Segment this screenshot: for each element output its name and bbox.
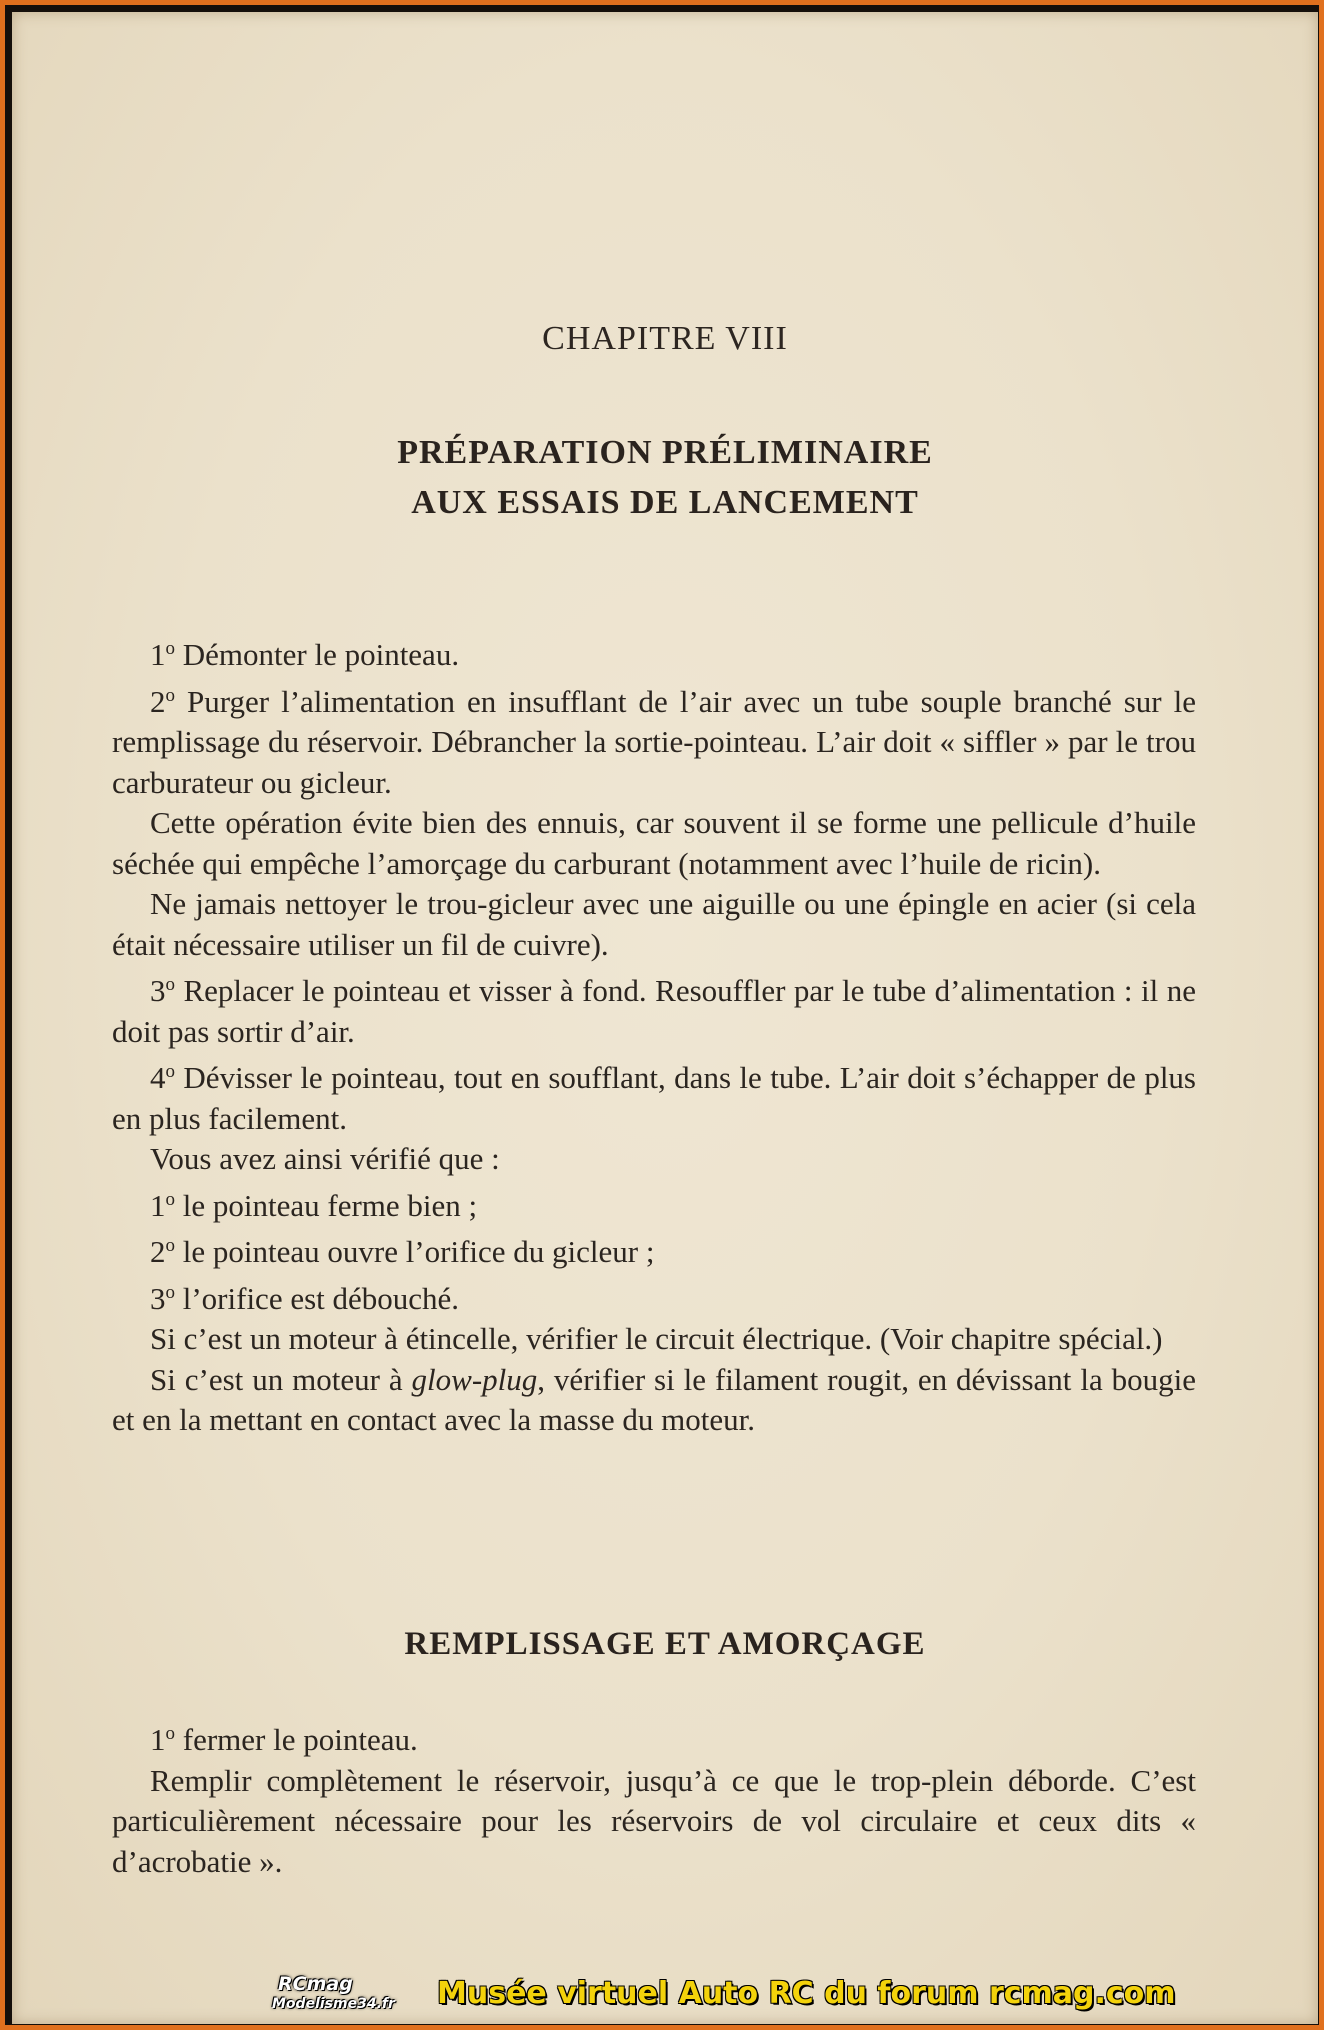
paragraph-text: le pointeau ouvre l’orifice du gicleur ;	[175, 1234, 655, 1269]
paragraph	[112, 1139, 1196, 1180]
ordinal-number: 1	[150, 1722, 166, 1757]
chapter-heading: CHAPITRE VIII	[542, 320, 788, 357]
ordinal-mark: o	[165, 1188, 175, 1210]
paragraph	[112, 1714, 1196, 1761]
paragraph	[112, 1226, 1196, 1273]
paragraph	[112, 1273, 1196, 1320]
ordinal-mark: o	[165, 1723, 175, 1744]
chapter-title	[12, 428, 1318, 528]
ordinal-number: 1	[150, 1187, 166, 1223]
ordinal-mark: o	[165, 1281, 175, 1303]
ordinal-mark: o	[165, 684, 175, 706]
ordinal-mark: o	[165, 638, 175, 659]
ordinal-mark: o	[165, 1235, 175, 1256]
book-page	[12, 12, 1318, 2024]
paragraph-text: Dévisser le pointeau, tout en soufflant, dans le tube. L’air doit s’échapper de plus en plus facilement.	[112, 1060, 1196, 1136]
ordinal-number: 3	[150, 1280, 166, 1316]
paragraph-text: le pointeau ferme bien ;	[175, 1187, 478, 1223]
ordinal-mark: o	[165, 1061, 175, 1082]
watermark-footer	[12, 1974, 1318, 2018]
chapter-title-line-1: PRÉPARATION PRÉLIMINAIRE	[397, 434, 933, 471]
paragraph-text: l’orifice est débouché.	[175, 1280, 460, 1316]
chapter-title-line-2: AUX ESSAIS DE LANCEMENT	[411, 484, 919, 521]
paragraph-text: Replacer le pointeau et visser à fond. Resouffler par le tube d’alimentation : il ne doit pas sortir d’air.	[112, 973, 1196, 1049]
body-text	[112, 629, 1196, 1441]
section-heading: REMPLISSAGE ET AMORÇAGE	[404, 1626, 926, 1662]
logo-top-text: RCmag	[278, 1973, 353, 1995]
glow-plug-term: glow-plug	[411, 1361, 538, 1397]
paragraph-text: Remplir complètement le réservoir, jusqu’à ce que le trop-plein déborde. C’est particulièrement nécessaire pour les réservoirs de vol circulaire et ceux dits « d’acrobatie ».	[112, 1762, 1196, 1879]
paragraph-text: Cette opération évite bien des ennuis, car souvent il se forme une pellicule d’huile séchée qui empêche l’amorçage du carburant (notamment avec l’huile de ricin).	[112, 805, 1196, 881]
paragraph	[112, 676, 1196, 804]
rcmag-logo	[272, 1974, 422, 2018]
paragraph	[112, 1052, 1196, 1139]
ordinal-mark: o	[165, 974, 175, 995]
paragraph-text: Vous avez ainsi vérifié que :	[150, 1141, 500, 1176]
paragraph	[112, 1319, 1196, 1360]
paragraph	[112, 965, 1196, 1052]
paragraph	[112, 629, 1196, 676]
section-body-text	[112, 1714, 1196, 1882]
ordinal-number: 1	[150, 637, 166, 672]
ordinal-number: 3	[150, 973, 166, 1008]
ordinal-number: 2	[150, 1234, 166, 1269]
glow-plug-paragraph	[112, 1360, 1196, 1441]
paragraph-text: Ne jamais nettoyer le trou-gicleur avec une aiguille ou une épingle en acier (si cela était nécessaire utiliser un fil de cuivre).	[112, 886, 1196, 962]
paragraph	[112, 803, 1196, 884]
paragraph-text: Purger l’alimentation en insufflant de l’air avec un tube souple branché sur le remplissage du réservoir. Débrancher la sortie-pointeau. L’air doit « siffler » par le trou carburateur ou gicleur.	[112, 683, 1196, 800]
museum-banner: Musée virtuel Auto RC du forum rcmag.com	[437, 1976, 1176, 2011]
paragraph-text: Si c’est un moteur à étincelle, vérifier le circuit électrique. (Voir chapitre spécial.)	[150, 1321, 1163, 1356]
paragraph-text: Si c’est un moteur à	[150, 1361, 412, 1397]
paragraph	[112, 884, 1196, 965]
paragraph-text: Démonter le pointeau.	[175, 637, 460, 672]
paragraph-text: fermer le pointeau.	[175, 1722, 418, 1757]
ordinal-number: 2	[150, 683, 166, 719]
paragraph-text: , vérifier si le filament rougit, en dévissant la bougie et en la mettant en contact avec la masse du moteur.	[112, 1361, 1196, 1437]
paragraph	[112, 1180, 1196, 1227]
ordinal-number: 4	[150, 1060, 166, 1095]
logo-bottom-text: Modelisme34.fr	[272, 1996, 395, 2012]
paragraph	[112, 1761, 1196, 1883]
